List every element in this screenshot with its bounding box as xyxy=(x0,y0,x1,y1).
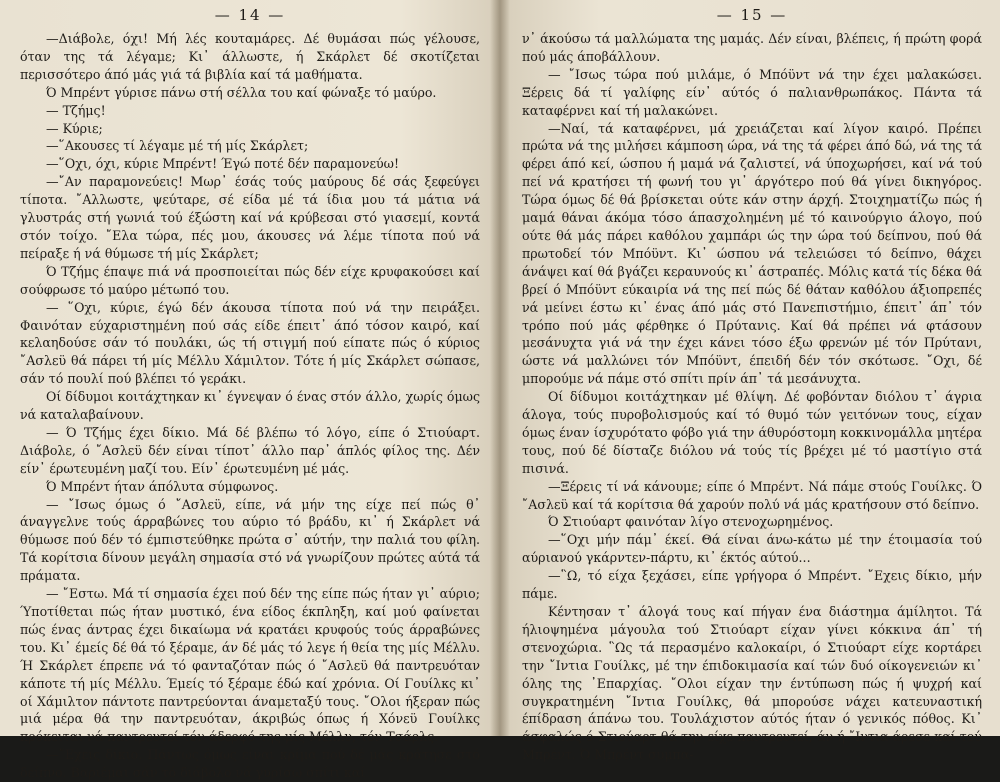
paragraph: Ό Μπρέντ ήταν άπόλυτα σύμφωνος. xyxy=(46,478,279,494)
right-page-text xyxy=(522,30,982,764)
paragraph: Ό Μπρέντ γύρισε πάνω στή σέλλα του καί φώναξε τό μαύρο. xyxy=(46,84,437,100)
page-number: — 14 — xyxy=(214,6,286,24)
book-gutter xyxy=(490,0,510,736)
paragraph: Ό Τζήμς έπαψε πιά νά προσποιείται πώς δέν είχε κρυφακούσει καί σούφρωσε τό μαύρο μέτωπό του. xyxy=(20,263,480,297)
paragraph: —Διάβολε, όχι! Μή λές κουταμάρες. Δέ θυμάσαι πώς γέλουσε, όταν της τά λέγαμε; Κι᾽ άλλωστε, ή Σκάρλετ δέ σκοτίζεται περισσότερο άπό μάς γιά τά βιβλία καί τά μαθήματα. xyxy=(20,31,480,82)
paragraph: — Ό Τζήμς έχει δίκιο. Μά δέ βλέπω τό λόγο, είπε ό Στιούαρτ. Διάβολε, ό ῎Ασλεϋ δέν είναι τίποτ᾽ άλλο παρ᾽ άπλός φίλος της. Δέν είν᾽ έρωτευμένη μαζί του. Είν᾽ έρωτευμένη μέ μάς. xyxy=(20,424,480,476)
paragraph: —῞Οχι μήν πάμ᾽ έκεί. Θά είναι άνω-κάτω μέ την έτοιμασία τού αύριανού γκάρντεν-πάρτυ, κι᾽ έκτός αύτού... xyxy=(522,532,982,566)
paragraph: —῎Αν παραμονεύεις! Μωρ᾽ έσάς τούς μαύρους δέ σάς ξεφεύγει τίποτα. ῎Αλλωστε, ψεύταρε, σέ είδα μέ τά ίδια μου τά μάτια νά γλυστράς στή γωνιά τού έξώστη καί νά κρύβεσαι στό γιασεμί, κοντά στόν τοίχο. ῎Ελα τώρα, πές μου, άκουσες νά λέμε τίποτα πού νά πείραξε ή νά θύμωσε τή μίς Σκάρλετ; xyxy=(20,174,480,261)
right-page xyxy=(522,6,982,763)
left-page xyxy=(20,6,480,781)
paragraph: — ῎Ισως τώρα πού μιλάμε, ό Μπόϋντ νά την έχει μαλακώσει. Ξέρεις δά τί γαλίφης είν᾽ αύτός ό παλιανθρωπάκος. Πάντα τά καταφέρνει καί τή μαλακώνει. xyxy=(522,66,982,118)
paragraph: —῝Ω, τό είχα ξεχάσει, είπε γρήγορα ό Μπρέντ. ῎Εχεις δίκιο, μήν πάμε. xyxy=(522,568,982,602)
paragraph: Οί δίδυμοι κοιτάχτηκαν κι᾽ έγνεψαν ό ένας στόν άλλο, χωρίς όμως νά καταλαβαίνουν. xyxy=(20,389,480,423)
paragraph: —῞Ακουσες τί λέγαμε μέ τή μίς Σκάρλετ; xyxy=(46,138,309,154)
paragraph: — Τζήμς! xyxy=(46,102,106,118)
page-number: — 15 — xyxy=(716,6,788,24)
paragraph: —Ξέρεις τί νά κάνουμε; είπε ό Μπρέντ. Νά πάμε στούς Γουίλκς. Ό ῎Ασλεϋ καί τά κορίτσια θά χαρούν πολύ νά μάς κρατήσουν στό δείπνο. xyxy=(522,478,982,512)
left-page-text xyxy=(20,30,480,782)
paragraph: —Ναί, τά καταφέρνει, μά χρειάζεται καί λίγον καιρό. Πρέπει πρώτα νά της μιλήσει κάμποση ώρα, νά της τά φέρει άπό δώ, νά της τά φέρει άπό κεί, ώσπου ή μαμά νά ζαλιστεί, νά ύποχωρήσει, καί νά τού πεί νά κρατήσει τή φωνή του γι᾽ άργότερο πού θά γίνει δικηγόρος. Τώρα όμως δέ θά βρίσκεται ούτε κάν στην άρχή. Στοιχηματίζω πώς ή μαμά θάναι άκόμα τόσο άπασχολημένη μέ τό καινούργιο άλογο, πού ούτε θά μάς πάρει καθόλου χαμπάρι ώς την ώρα τού δείπνου, πού θά πρωτοδεί τόν Μπόϋντ. Κι᾽ ώσπου νά τελειώσει τό δείπνο, θάχει άνάψει καί θά βγάζει κεραυνούς κι᾽ άστραπές. Μόλις κατά τίς δέκα θά βρεί ό Μπόϋντ εύκαιρία νά της πεί πώς δέ θάταν καθόλου άξιοπρεπές νά μείνει έστω κι᾽ ένας άπό μάς στό Πανεπιστήμιο, έπειτ᾽ άπ᾽ τόν τρόπο πού μάς φέρθηκε ό Πρύτανις. Καί θά πρέπει νά φτάσουν μεσάνυχτα γιά νά την έχει κάνει τόσο έξω φρενών μέ τόν Πρύτανι, ώστε νά μαλλώνει τόν Μπόϋντ, έπειδή δέν τόν σκότωσε. ῎Οχι, δέ μπορούμε νά πάμε στό σπίτι πρίν άπ᾽ τά μεσάνυχτα. xyxy=(522,120,982,387)
paragraph: — ῎Ισως όμως ό ῎Ασλεϋ, είπε, νά μήν της είχε πεί πώς θ᾽ άναγγελνε τούς άρραβώνες του αύριο τό βράδυ, κι᾽ ή Σκάρλετ νά θύμωσε πού δέν τό έμπιστεύθηκε πρώτα σ᾽ αύτήν, την παλιά του φίλη. Τά κορίτσια δίνουν μεγάλη σημασία στό νά γνωρίζουν πρώτες αύτά τά πράματα. xyxy=(20,496,480,584)
paragraph: —῎Εχεις δίκιο. Πάντως όμως είναι κρίμα πού δέ μάς κράτησε στό δείπνο. Βαριέμαι σάν τό διάβολο νά γυρίσω σπίτι καί xyxy=(20,747,480,781)
paragraph: — ῎Εστω. Μά τί σημασία έχει πού δέν της είπε πώς ήταν γι᾽ αύριο; Ύποτίθεται πώς ήταν μυστικό, ένα είδος έκπληξη, καί μού φαίνεται πώς ένας άντρας έχει δικαίωμα νά κρατάει κρυφούς τούς άρραβώνες του. Κι᾽ έμείς δέ θά τό ξέραμε, άν δέ μάς τό λεγε ή θεία της μίς Μέλλυ. Ή Σκάρλετ έπρεπε νά τό φανταζόταν πώς ό ῎Ασλεϋ θά παντρευόταν κάποτε τή μίς Μέλλυ. Έμείς τό ξέραμε έδώ καί χρόνια. Οί Γουίλκς κι᾽ οί Χάμιλτον πάντοτε παντρεύονται άναμεταξύ τους. ῎Ολοι ήξεραν πώς μιά μέρα θά την παντρευόταν, άκριβώς όπως ή Χόνεϋ Γουίλκς πρόκειται νά παντρευτεί τόν άδερφό της μίς Μέλλυ, τόν Τσάρλς. xyxy=(20,586,480,745)
paragraph: — Κύριε; xyxy=(46,120,103,136)
paragraph: ν᾽ άκούσω τά μαλλώματα της μαμάς. Δέν είναι, βλέπεις, ή πρώτη φορά πού μάς άποβάλλουν. xyxy=(522,31,982,64)
paragraph: Οί δίδυμοι κοιτάχτηκαν μέ θλίψη. Δέ φοβόνταν διόλου τ᾽ άγρια άλογα, τούς πυροβολισμούς καί τό θυμό τών γειτόνων τους, είχαν όμως έναν ίσχυρότατο φόβο γιά την άθυρόστομη κοκκινομάλλα μητέρα τους, πού δέ δίσταζε διόλου νά τούς τίς βρέχει μέ τό μαστίγιο στά πισινά. xyxy=(522,389,982,476)
paragraph: —῞Οχι, όχι, κύριε Μπρέντ! Έγώ ποτέ δέν παραμονεύω! xyxy=(46,156,400,172)
paragraph: Ό Στιούαρτ φαινόταν λίγο στενοχωρημένος. xyxy=(548,514,834,530)
paragraph: Κέντησαν τ᾽ άλογά τους καί πήγαν ένα διάστημα άμίλητοι. Τά ήλιοψημένα μάγουλα τού Στιούαρτ είχαν γίνει κόκκινα άπ᾽ τή στενοχώρια. ῝Ως τά περασμένο καλοκαίρι, ό Στιούαρτ είχε κορτάρει την ῎Ιντια Γουίλκς, μέ την έπιδοκιμασία καί τών δυό οίκογενειών κι᾽ όλης της ᾽Επαρχίας. ῎Ολοι είχαν την έντύπωση πώς ή ψυχρή καί συγκρατημένη ῎Ιντια Γουίλκς, θά μπορούσε νάχει κατευναστική έπίδραση άπάνω του. Τουλάχιστον αύτός ήταν ό γενικός πόθος. Κι᾽ άσφαλώς ό Στιούαρτ θά την είχε παντρευτεί, άν ή ῎Ιντια άρεσε καί τού Μπρέντ. Ό Μπρέντ συμπα- xyxy=(522,604,982,763)
paragraph: — ῞Οχι, κύριε, έγώ δέν άκουσα τίποτα πού νά την πειράξει. Φαινόταν εύχαριστημένη πού σάς είδε έπειτ᾽ άπό τόσον καιρό, καί κελαηδούσε σάν τό πουλάκι, ώς τή στιγμή πού είπατε πώς ό κύριος ῎Ασλεϋ θά πάρει τή μίς Μέλλυ Χάμιλτον. Τότε ή μίς Σκάρλετ σώπασε, σάν τό πουλί πού βλέπει τό γεράκι. xyxy=(20,299,480,387)
